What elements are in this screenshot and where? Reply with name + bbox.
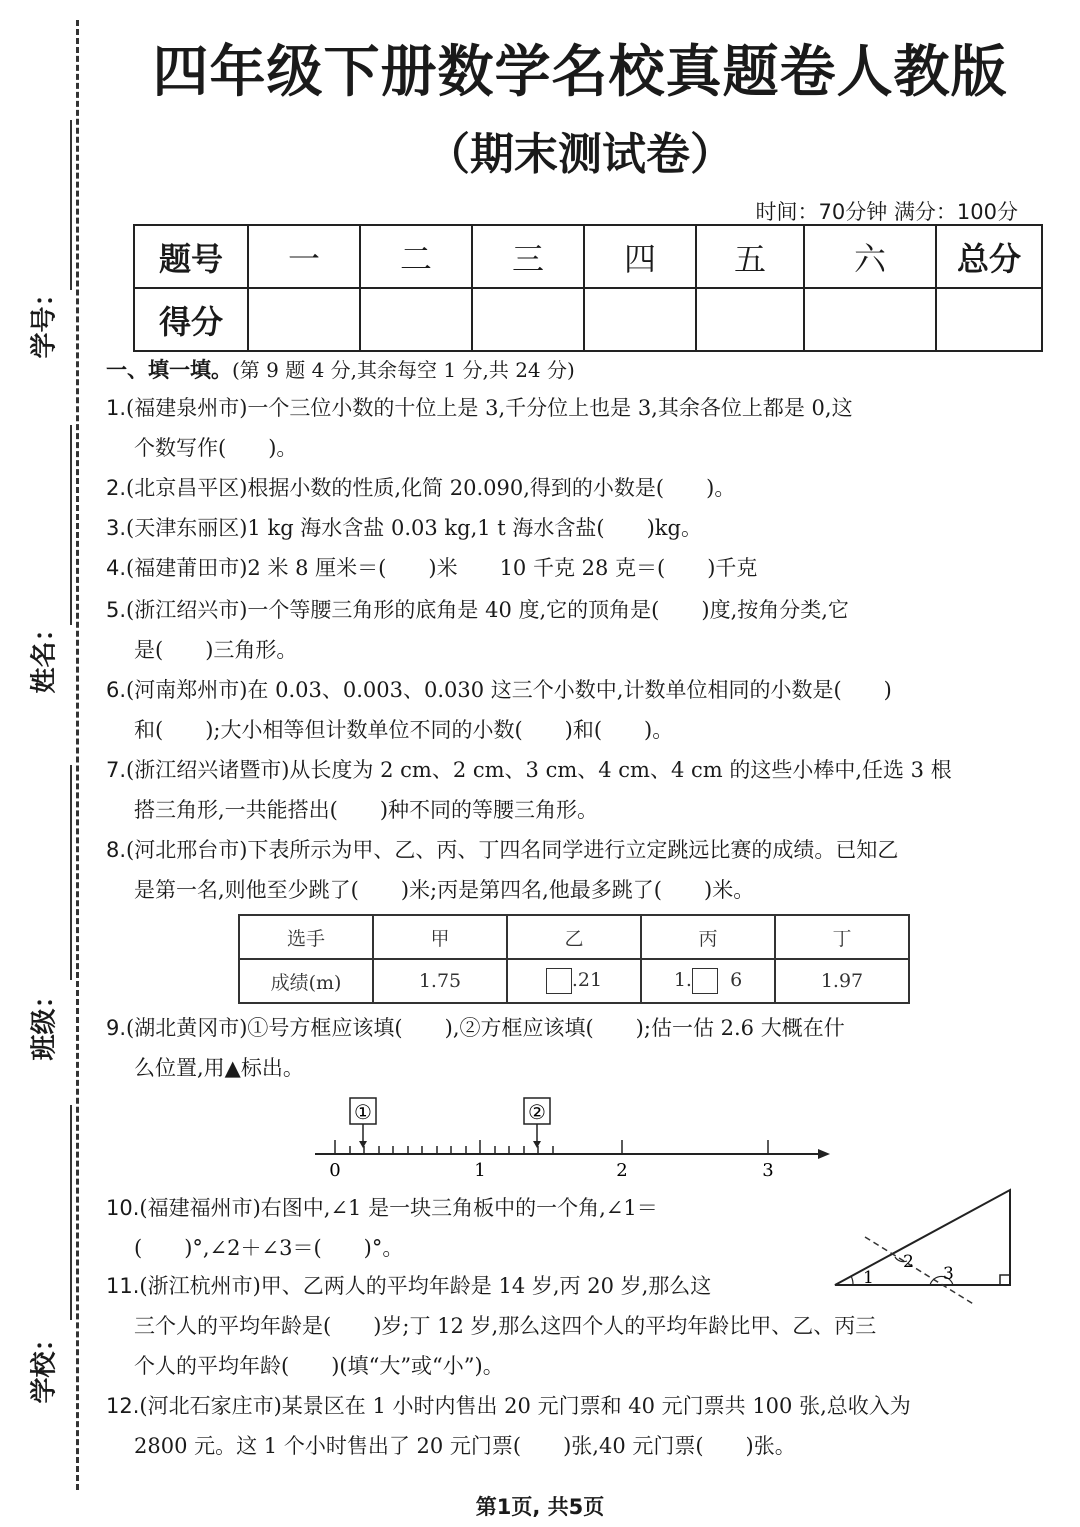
jump-header-cell: 甲 (373, 915, 507, 959)
score-header-cell: 四 (584, 225, 696, 288)
score-input-cell[interactable] (584, 288, 696, 351)
student-id-field[interactable] (22, 110, 72, 360)
marker1-label: ① (354, 1100, 372, 1124)
jump-cell-text: 6 (730, 969, 743, 991)
score-header-cell: 二 (360, 225, 472, 288)
question-1 (106, 388, 1011, 468)
section-note: (第 9 题 4 分,其余每空 1 分,共 24 分) (232, 358, 575, 382)
page-subtitle: （期末测试卷） (426, 129, 734, 180)
class-label: 班级： (29, 982, 60, 1061)
angle3-label: 3 (943, 1264, 954, 1284)
question-text-cont: 是第一名,则他至少跳了( )米;丙是第四名,他最多跳了( )米。 (134, 878, 755, 902)
name-field[interactable] (22, 420, 72, 694)
question-text-cont: 三个人的平均年龄是( )岁;丁 12 岁,那么这四个人的平均年龄比甲、乙、丙三 (134, 1314, 877, 1338)
score-row-label: 得分 (134, 288, 248, 351)
score-header-cell: 三 (472, 225, 584, 288)
question-number: 5. (106, 598, 127, 622)
tick-label-3: 3 (762, 1160, 774, 1181)
number-line-arrow (818, 1149, 830, 1159)
marker1-arrowhead (359, 1141, 367, 1148)
question-text-cont: 么位置,用▲标出。 (134, 1056, 304, 1080)
score-table-header-row (134, 225, 1042, 288)
question-number: 8. (106, 838, 127, 862)
class-underline (70, 765, 72, 980)
question-11 (106, 1266, 1011, 1386)
question-number: 9. (106, 1016, 127, 1040)
jump-cell-bing (641, 959, 775, 1003)
question-text-cont: 个数写作( )。 (134, 436, 298, 460)
score-input-cell[interactable] (804, 288, 936, 351)
score-input-cell[interactable] (360, 288, 472, 351)
school-underline (70, 1105, 72, 1320)
question-text: (福建莆田市)2 米 8 厘米＝( )米 10 千克 28 克＝( )千克 (126, 556, 758, 580)
blank-box[interactable] (546, 968, 572, 994)
score-header-total: 总分 (936, 225, 1042, 288)
jump-header-cell: 乙 (507, 915, 641, 959)
question-number: 10. (106, 1196, 140, 1220)
question-text: (浙江绍兴市)一个等腰三角形的底角是 40 度,它的顶角是( )度,按角分类,它 (126, 598, 849, 622)
question-8 (106, 830, 1011, 910)
question-2 (106, 468, 1011, 508)
jump-header-cell: 选手 (239, 915, 373, 959)
question-6 (106, 670, 1011, 750)
question-10 (106, 1188, 826, 1268)
score-table-score-row (134, 288, 1042, 351)
jump-cell-text: 1. (673, 969, 692, 991)
section-title: 一、填一填。 (106, 358, 232, 382)
jump-header-row (239, 915, 909, 959)
question-text: (福建泉州市)一个三位小数的十位上是 3,千分位上也是 3,其余各位上都是 0,这 (126, 396, 853, 420)
question-text-cont: ( )°,∠2＋∠3＝( )°。 (134, 1236, 404, 1260)
score-input-cell[interactable] (696, 288, 804, 351)
score-header-cell: 六 (804, 225, 936, 288)
question-text-cont: 2800 元。这 1 个小时售出了 20 元门票( )张,40 元门票( )张。 (134, 1434, 796, 1458)
question-text: (河南郑州市)在 0.03、0.003、0.030 这三个小数中,计数单位相同的小数是( ) (126, 678, 892, 702)
question-text-cont: 是( )三角形。 (134, 638, 298, 662)
question-text: (河北石家庄市)某景区在 1 小时内售出 20 元门票和 40 元门票共 100 张,总收入为 (139, 1394, 911, 1418)
tick-label-2: 2 (616, 1160, 628, 1181)
jump-results-table (238, 914, 910, 1004)
question-text: (湖北黄冈市)①号方框应该填( ),②方框应该填( );估一估 2.6 大概在什 (126, 1016, 845, 1040)
class-field[interactable] (22, 760, 72, 1060)
score-input-cell[interactable] (248, 288, 360, 351)
question-number: 4. (106, 556, 127, 580)
score-input-cell[interactable] (472, 288, 584, 351)
question-text: (天津东丽区)1 kg 海水含盐 0.03 kg,1 t 海水含盐( )kg。 (126, 516, 702, 540)
student-id-label: 学号： (29, 280, 60, 359)
binding-dashed-line (76, 20, 79, 1490)
question-7 (106, 750, 1011, 830)
question-text-cont: 个人的平均年龄( )(填“大”或“小”)。 (134, 1354, 504, 1378)
question-9 (106, 1008, 1011, 1088)
jump-header-cell: 丙 (641, 915, 775, 959)
question-4 (106, 548, 1011, 588)
question-text: (浙江绍兴诸暨市)从长度为 2 cm、2 cm、3 cm、4 cm、4 cm 的这些小棒中,任选 3 根 (126, 758, 952, 782)
school-label: 学校： (29, 1325, 60, 1404)
jump-result-row (239, 959, 909, 1003)
tick-label-1: 1 (474, 1160, 486, 1181)
tick-label-0: 0 (329, 1160, 341, 1181)
jump-row-label: 成绩(m) (239, 959, 373, 1003)
score-header-cell: 一 (248, 225, 360, 288)
question-text: (北京昌平区)根据小数的性质,化简 20.090,得到的小数是( )。 (126, 476, 736, 500)
question-text-cont: 搭三角形,一共能搭出( )种不同的等腰三角形。 (134, 798, 599, 822)
question-text: (浙江杭州市)甲、乙两人的平均年龄是 14 岁,丙 20 岁,那么这 (139, 1274, 712, 1298)
jump-header-cell: 丁 (775, 915, 909, 959)
section-heading (106, 354, 575, 384)
question-number: 11. (106, 1274, 140, 1298)
student-id-underline (70, 120, 72, 290)
time-info: 时间：70分钟 满分：100分 (755, 200, 1018, 224)
question-number: 7. (106, 758, 127, 782)
score-header-cell: 五 (696, 225, 804, 288)
question-text-cont: 和( );大小相等但计数单位不同的小数( )和( )。 (134, 718, 674, 742)
number-line-figure (300, 1090, 840, 1190)
question-number: 6. (106, 678, 127, 702)
question-text: (福建福州市)右图中,∠1 是一块三角板中的一个角,∠1＝ (139, 1196, 658, 1220)
number-line-ticks (335, 1140, 768, 1154)
score-table (133, 224, 1043, 352)
score-input-cell[interactable] (936, 288, 1042, 351)
score-header-label: 题号 (134, 225, 248, 288)
question-3 (106, 508, 1011, 548)
name-label: 姓名： (29, 615, 60, 694)
angle1-label: 1 (863, 1268, 874, 1288)
name-underline (70, 425, 72, 625)
jump-cell-jia: 1.75 (373, 959, 507, 1003)
question-number: 3. (106, 516, 127, 540)
marker2-label: ② (528, 1100, 546, 1124)
question-number: 1. (106, 396, 127, 420)
jump-cell-text: .21 (571, 969, 603, 991)
school-field[interactable] (22, 1100, 72, 1404)
question-12 (106, 1386, 1011, 1466)
marker2-arrowhead (533, 1141, 541, 1148)
jump-cell-yi (507, 959, 641, 1003)
page-title: 四年级下册数学名校真题卷人教版 (152, 40, 1008, 105)
question-number: 2. (106, 476, 127, 500)
question-5 (106, 590, 1011, 670)
jump-cell-ding: 1.97 (775, 959, 909, 1003)
question-text: (河北邢台市)下表所示为甲、乙、丙、丁四名同学进行立定跳远比赛的成绩。已知乙 (126, 838, 899, 862)
blank-box[interactable] (692, 968, 718, 994)
page-footer: 第1页, 共5页 (475, 1495, 605, 1519)
question-number: 12. (106, 1394, 140, 1418)
angle2-label: 2 (903, 1252, 914, 1272)
